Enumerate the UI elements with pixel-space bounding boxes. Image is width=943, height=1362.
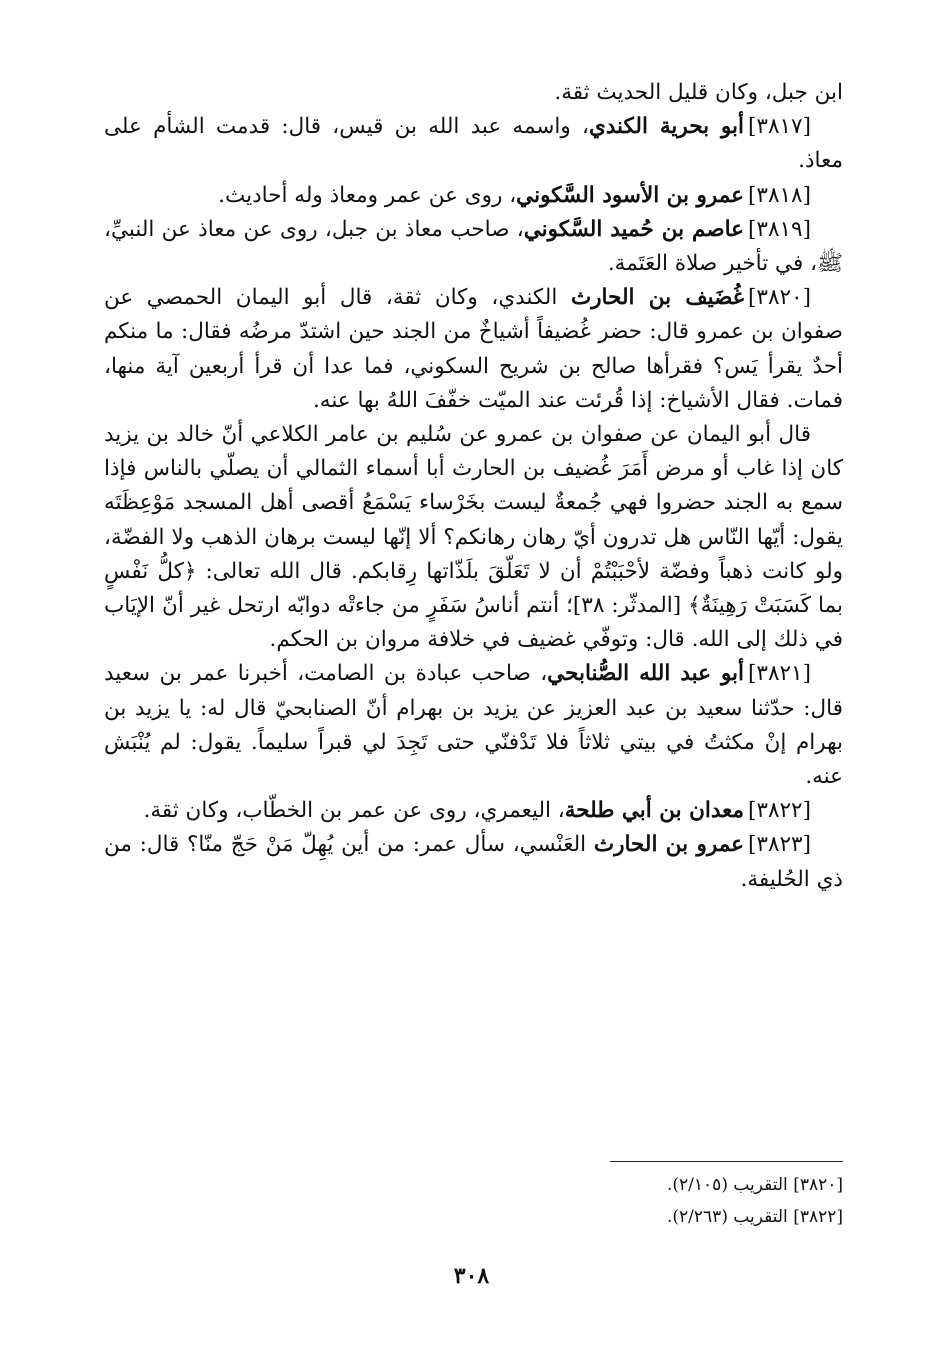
entry-text: العَنْسي، سأل عمر: من أين يُهِلّ مَنْ حَجّ منّا؟ قال: من ذي الحُليفة. — [104, 832, 843, 892]
paragraph-text: ابن جبل، وكان قليل الحديث ثقة. — [554, 80, 843, 105]
entry-number: [٣٨٢١] — [748, 661, 811, 687]
entry-text: ، واسمه عبد الله بن قيس، قال: قدمت الشأم على معاذ. — [104, 114, 843, 174]
entry-name: معدان بن أبي طلحة — [564, 798, 745, 824]
footnote-divider — [610, 1161, 843, 1162]
entry-name: عاصم بن حُميد السَّكوني — [523, 216, 744, 242]
entry-number: [٣٨١٩] — [748, 216, 811, 242]
main-text — [104, 76, 843, 897]
entry-number: [٣٨٢٣] — [748, 832, 811, 858]
entry-text: ، اليعمري، روى عن عمر بن الخطّاب، وكان ثقة. — [143, 798, 565, 824]
entry-text: الكندي، وكان ثقة، قال أبو اليمان الحمصي عن صفوان بن عمرو قال: حضر غُضيفاً أشياخٌ من الجند حين اشتدّ مرضُه فقال: ما منكم أحدٌ يقرأ يَس؟ فقرأها صالح بن شريح السكوني، فما عدا أن قرأ أربعين آية منها، فمات. فقال الأشياخ: إذا قُرئت عند الميّت خفّفَ اللهُ بها عنه. — [104, 285, 843, 413]
paragraph-text: قال أبو اليمان عن صفوان بن عمرو عن سُليم بن عامر الكلاعي أنّ خالد بن يزيد كان إذا غاب أو مرض أَمَرَ غُضيف بن الحارث أبا أسماء الثمالي أن يصلّي بالناس فإذا سمع به الجند حضروا فهي جُمعةٌ ليست بخَرْساء يَسْمَعُ أقصى أهل المسجد مَوْعِظَتَه يقول: أيّها النّاس هل تدرون أيّ رهان رهانكم؟ ألا إنّها ليست برهان الذهب ولا الفضّة، ولو كانت ذهباً وفضّة لأحْبَبْتُمْ أن لا تَعَلّقَ بلَذّاتها رِقابكم. قال الله تعالى: ﴿كلُّ نَفْسٍ بما كَسَبَتْ رَهِينَةٌ﴾ [المدثّر: ٣٨]؛ أنتم أناسُ سَفَرٍ من جاءتْه دوابّه ارتحل غير أنّ الإيَاب في ذلك إلى الله. قال: وتوفّي غضيف في خلافة مروان بن الحكم. — [104, 422, 843, 653]
entry-name: عمرو بن الأسود السَّكوني — [516, 182, 745, 208]
footnotes — [667, 1169, 843, 1233]
entry-3822 — [104, 794, 843, 828]
entry-name: أبو بحرية الكندي — [588, 114, 745, 140]
paragraph-ghudayf-sermon — [104, 418, 843, 657]
entry-3819 — [104, 213, 843, 281]
footnote-3822: [٣٨٢٢] التقريب (٢/٢٦٣). — [667, 1207, 843, 1227]
entry-3818 — [104, 179, 843, 213]
entry-number: [٣٨١٨] — [748, 182, 811, 208]
entry-3820 — [104, 281, 843, 418]
entry-text: ، صاحب معاذ بن جبل، روى عن معاذ عن النبيِّ، ﷺ، في تأخير صلاة العَتَمة. — [104, 216, 843, 277]
entry-3823 — [104, 828, 843, 896]
entry-3821 — [104, 657, 843, 794]
entry-text: ، روى عن عمر ومعاذ وله أحاديث. — [218, 182, 517, 208]
entry-name: أبو عبد الله الصُّنابحي — [547, 661, 745, 687]
entry-number: [٣٨١٧] — [748, 114, 811, 140]
entry-text: ، صاحب عبادة بن الصامت، أخبرنا عمر بن سعيد قال: حدّثنا سعيد بن عبد العزيز عن يزيد بن بهرام أنّ الصنابحيّ قال له: يا يزيد بن بهرام إنْ مكثتُ في بيتي ثلاثاً فلا تَدْفنّي حتى تَجِدَ لي قبراً سليماً. يقول: لم يُنْبَش عنه. — [104, 661, 843, 790]
entry-name: عمرو بن الحارث — [593, 832, 745, 858]
entry-name: غُضَيف بن الحارث — [570, 285, 745, 311]
entry-number: [٣٨٢٢] — [748, 798, 811, 824]
footnote-3820: [٣٨٢٠] التقريب (٢/١٠٥). — [667, 1175, 843, 1195]
paragraph-continuation — [104, 76, 843, 110]
entry-3817 — [104, 110, 843, 178]
entry-number: [٣٨٢٠] — [748, 285, 811, 311]
page-number: ٣٠٨ — [453, 1263, 490, 1289]
